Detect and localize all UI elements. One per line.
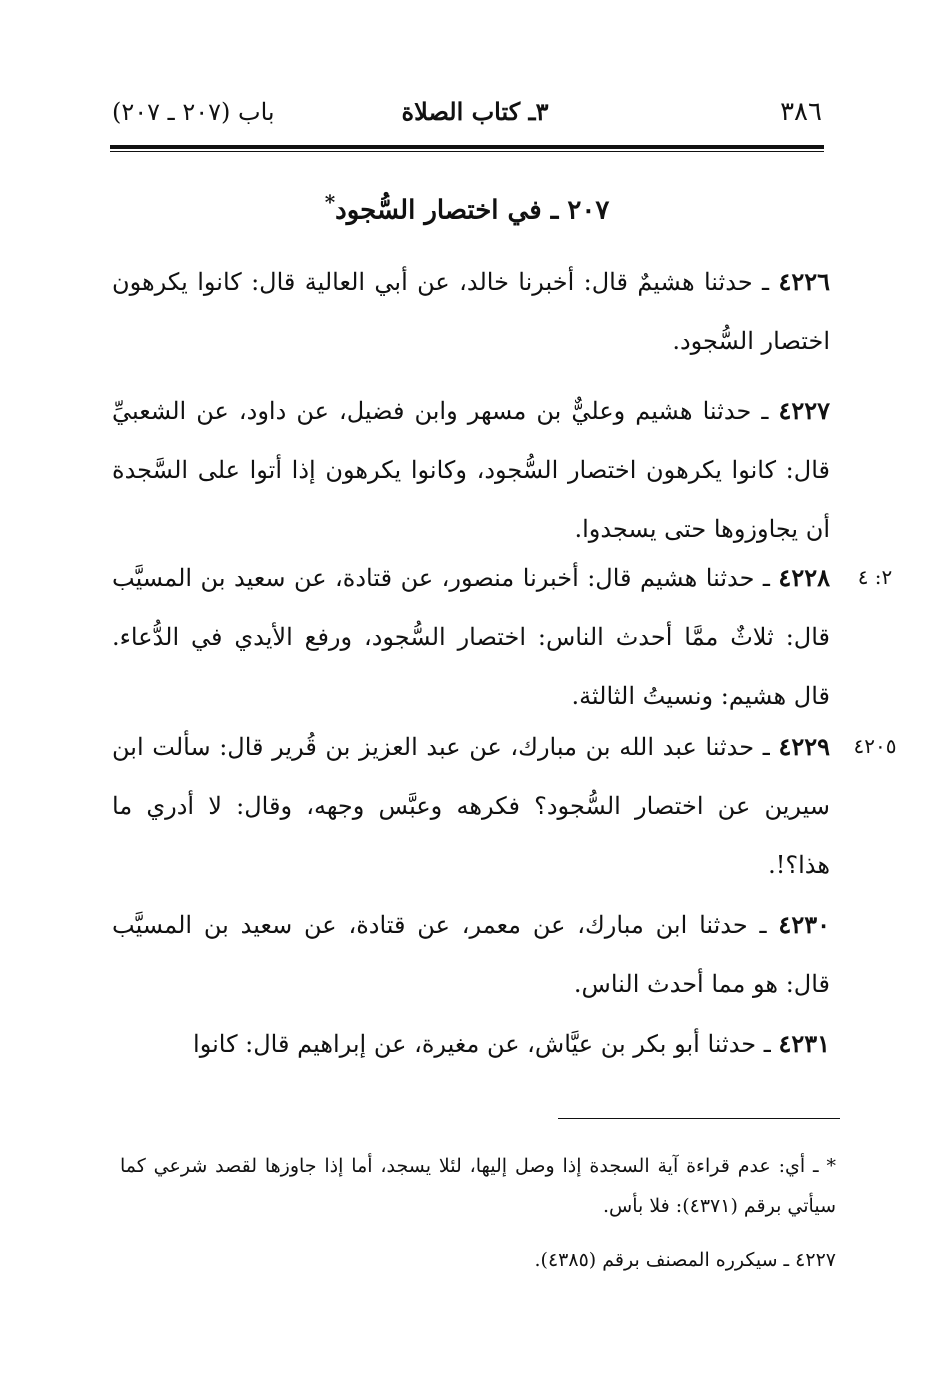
hadith-text: ـ حدثنا أبو بكر بن عيَّاش، عن مغيرة، عن إبراهيم قال: كانوا (193, 1030, 771, 1058)
footnote-marker: ٤٢٢٧ (795, 1249, 836, 1271)
chapter-footnote-marker: * (324, 190, 336, 214)
hadith-number: ٤٢٢٦ (778, 267, 830, 296)
header-rule (110, 145, 824, 149)
hadith-4226 (112, 252, 830, 371)
hadith-4229 (112, 717, 830, 895)
header-rule-thin (110, 151, 824, 152)
hadith-number: ٤٢٣٠ (778, 910, 830, 939)
hadith-4228 (112, 548, 830, 726)
book-title: ٣ـ كتاب الصلاة (401, 97, 549, 126)
hadith-number: ٤٢٢٨ (778, 563, 830, 592)
hadith-text: ـ حدثنا هشيمٌ قال: أخبرنا خالد، عن أبي العالية قال: كانوا يكرهون اختصار السُّجود. (112, 268, 830, 355)
footnote-text: ـ سيكرره المصنف برقم (٤٣٨٥). (534, 1249, 790, 1271)
footnote-text: ـ أي: عدم قراءة آية السجدة إذا وصل إليها، لئلا يسجد، أما إذا جاوزها لقصد شرعي كما سيأتي برقم (٤٣٧١): فلا بأس. (120, 1155, 836, 1217)
hadith-4231 (112, 1014, 830, 1074)
hadith-number: ٤٢٢٩ (778, 732, 830, 761)
footnote-marker: * (826, 1155, 836, 1177)
page-number: ٣٨٦ (780, 97, 822, 127)
footnote (120, 1240, 836, 1280)
hadith-text: ـ حدثنا عبد الله بن مبارك، عن عبد العزيز بن قُرير قال: سألت ابن سيرين عن اختصار السُّجود؟ فكرهه وعبَّس وجهه، وقال: لا أدري ما هذا؟!. (112, 733, 830, 879)
margin-reference: ٢: ٤ (857, 565, 893, 589)
hadith-4227 (112, 381, 830, 559)
footnote (120, 1146, 836, 1226)
chapter-heading (110, 180, 824, 233)
hadith-text: ـ حدثنا هشيم وعليٌّ بن مسهر وابن فضيل، عن داود، عن الشعبيِّ قال: كانوا يكرهون اختصار السُّجود، وكانوا يكرهون إذا أتوا على السَّجدة أن يجاوزوها حتى يسجدوا. (112, 397, 830, 543)
hadith-4230 (112, 895, 830, 1014)
margin-reference: ٤٢٠٥ (853, 734, 897, 758)
chapter-range: باب (٢٠٧ ـ ٢٠٧) (112, 98, 275, 126)
hadith-number: ٤٢٢٧ (778, 396, 830, 425)
chapter-title: ٢٠٧ ـ في اختصار السُّجود (335, 195, 610, 226)
hadith-text: ـ حدثنا ابن مبارك، عن معمر، عن قتادة، عن سعيد بن المسيَّب قال: هو مما أحدث الناس. (112, 911, 830, 998)
footnote-rule (558, 1118, 840, 1119)
hadith-text: ـ حدثنا هشيم قال: أخبرنا منصور، عن قتادة، عن سعيد بن المسيَّب قال: ثلاثٌ ممَّا أحدث الناس: اختصار السُّجود، ورفع الأيدي في الدُّعاء. قال هشيم: ونسيتُ الثالثة. (112, 564, 830, 710)
hadith-number: ٤٢٣١ (778, 1029, 830, 1058)
